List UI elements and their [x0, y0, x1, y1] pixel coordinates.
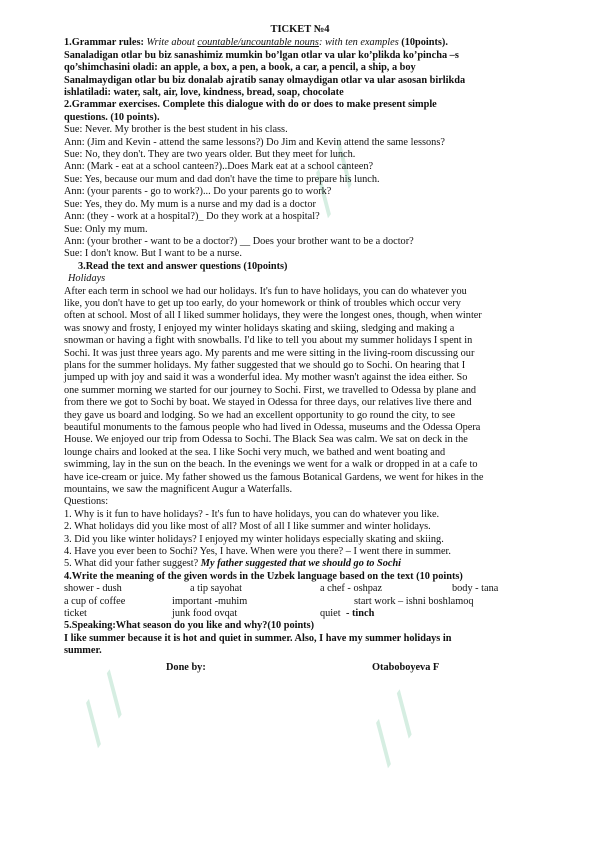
reading-text-line: swimming, lay in the sun on the beach. In the evenings we went for a walk or dropped in at a cafe to: [64, 459, 478, 471]
grammar-rules-heading: 1.Grammar rules: Write about countable/uncountable nouns: with ten examples (10points).: [64, 37, 448, 49]
reading-text-line: like, you don't have to get up too early, do your homework or think of troubles which occur very: [64, 297, 461, 309]
vocabulary-heading: 4.Write the meaning of the given words in the Uzbek language based on the text (10 points): [64, 570, 463, 582]
dialogue-line: Sue: Never. My brother is the best student in his class.: [64, 124, 288, 136]
reading-text-line: often at school. Most of all I liked summer holidays, they were the longest ones, though, when winter: [64, 310, 482, 322]
dialogue-line: Ann: (Jim and Kevin - attend the same lessons?) Do Jim and Kevin attend the same lessons?: [64, 136, 445, 148]
dialogue-line: Ann: (Mark - eat at a school canteen?)..Does Mark eat at a school canteen?: [64, 161, 374, 173]
question-line: 1. Why is it fun to have holidays? - It's fun to have holidays, you can do whatever you like.: [64, 508, 440, 520]
reading-text-title: Holidays: [68, 273, 106, 285]
grammar-exercise-heading: 2.Grammar exercises. Complete this dialogue with do or does to make present simple: [64, 99, 437, 111]
question-line: 2. What holidays did you like most of all? Most of all I like summer and winter holidays.: [64, 521, 431, 533]
vocabulary-row: a cup of coffee important -muhim start work – ishni boshlamoq: [64, 595, 474, 607]
grammar-answer-line: qo’shimchasini oladi: an apple, a box, a pen, a book, a car, a pencil, a ship, a boy: [64, 62, 416, 74]
dialogue-line: Sue: No, they don't. They are two years older. But they meet for lunch.: [64, 149, 356, 161]
reading-text-line: one summer morning we started for our journey to Sochi. First, we travelled to Odessa by plane and: [64, 384, 477, 396]
reading-text-line: jumped up with joy and said it was a wonderful idea. My mother wasn't against the idea either. So: [64, 372, 468, 384]
speaking-heading: 5.Speaking:What season do you like and why?(10 points): [64, 620, 315, 632]
speaking-answer-line: I like summer because it is hot and quiet in summer. Also, I have my summer holidays in: [64, 632, 452, 644]
reading-text-line: plans for the summer holidays. My father suggested that we should go to Sochi. On hearing that I: [64, 359, 466, 371]
dialogue-line: Sue: Only my mum.: [64, 223, 148, 235]
vocabulary-row: ticket junk food ovqat quiet - tinch: [64, 608, 375, 620]
dialogue-line: Ann: (your parents - go to work?)... Do your parents go to work?: [64, 186, 332, 198]
reading-heading: 3.Read the text and answer questions (10points): [78, 260, 288, 272]
dialogue-line: Sue: Yes, because our mum and dad don't have the time to prepare his lunch.: [64, 173, 380, 185]
dialogue-line: Sue: I don't know. But I want to be a nurse.: [64, 248, 242, 260]
dialogue-line: Ann: (your brother - want to be a doctor?) __ Does your brother want to be a doctor?: [64, 235, 414, 247]
question-answer: My father suggested that we should go to Sochi: [200, 558, 402, 570]
speaking-answer-line: summer.: [64, 645, 102, 657]
reading-text-line: lounge chairs and looked at the sea. I like Sochi very much, we bathed and went boating and: [64, 446, 446, 458]
watermark-shape: ⟋⟋: [63, 662, 148, 752]
ticket-page: [64, 24, 536, 675]
reading-text-line: After each term in school we had our holidays. It's fun to have holidays, you can do whatever you: [64, 285, 467, 297]
reading-text-line: they gave us board and lodging. So we had an excellent opportunity to go round the city, to see: [64, 409, 456, 421]
question-line: 5. What did your father suggest? My father suggested that we should go to Sochi: [64, 558, 402, 570]
questions-label: Questions:: [64, 496, 109, 508]
reading-text-line: from there we got to Sochi by boat. We stayed in Odessa for three days, our relatives live there and: [64, 397, 472, 409]
watermark-shape: ⟋⟋: [293, 132, 378, 222]
dialogue-line: Sue: Yes, they do. My mum is a nurse and my dad is a doctor: [64, 198, 316, 210]
reading-text-line: Sochi. It was just three years ago. My parents and me were sitting in the living-room discussing our: [64, 347, 475, 359]
grammar-answer-line: Sanalmaydigan otlar bu biz donalab ajratib sanay olmaydigan otlar va ular asosan birlikda: [64, 74, 466, 86]
reading-text-line: snowman or having a fight with snowballs. I'd like to tell you about my summer holidays I spent in: [64, 335, 473, 347]
vocabulary-row: shower - dush a tip sayohat a chef - oshpaz body - tana: [64, 583, 499, 595]
done-by-label: Done by:: [166, 661, 206, 673]
reading-text-line: mountains, we saw the magnificent Augur a Waterfalls.: [64, 484, 293, 496]
question-line: 3. Did you like winter holidays? I enjoyed my winter holidays especially skating and skiing.: [64, 533, 444, 545]
reading-text-line: was snowy and frosty, I enjoyed my winter holidays skating and skiing, sledging and making a: [64, 322, 455, 334]
watermark-shape: ⟋⟋: [353, 682, 438, 772]
ticket-title: TICKET №4: [270, 24, 330, 35]
reading-text-line: beautiful monuments to the famous people who had lived in Odessa, museums and the Odessa Opera: [64, 422, 481, 433]
grammar-answer-line: ishlatiladi: water, salt, air, love, kindness, bread, soap, chocolate: [64, 87, 344, 99]
grammar-exercise-heading: questions. (10 points).: [64, 111, 160, 123]
question-line: 4. Have you ever been to Sochi? Yes, I have. When were you there? – I went there in summer.: [64, 546, 451, 558]
author-name: Otaboboyeva F: [372, 661, 440, 673]
signature-row: [64, 662, 536, 675]
reading-text-line: House. We enjoyed our trip from Odessa to Sochi. The Black Sea was calm. We sat on deck in the: [64, 434, 468, 446]
dialogue-line: Ann: (they - work at a hospital?)_ Do they work at a hospital?: [64, 211, 320, 223]
grammar-answer-line: Sanaladigan otlar bu biz sanashimiz mumkin bo’lgan otlar va ular ko’plikda ko’pincha –s: [64, 49, 459, 61]
reading-text-line: have ice-cream or juice. My father showed us the famous Botanical Gardens, we went for hikes in the: [64, 471, 484, 483]
